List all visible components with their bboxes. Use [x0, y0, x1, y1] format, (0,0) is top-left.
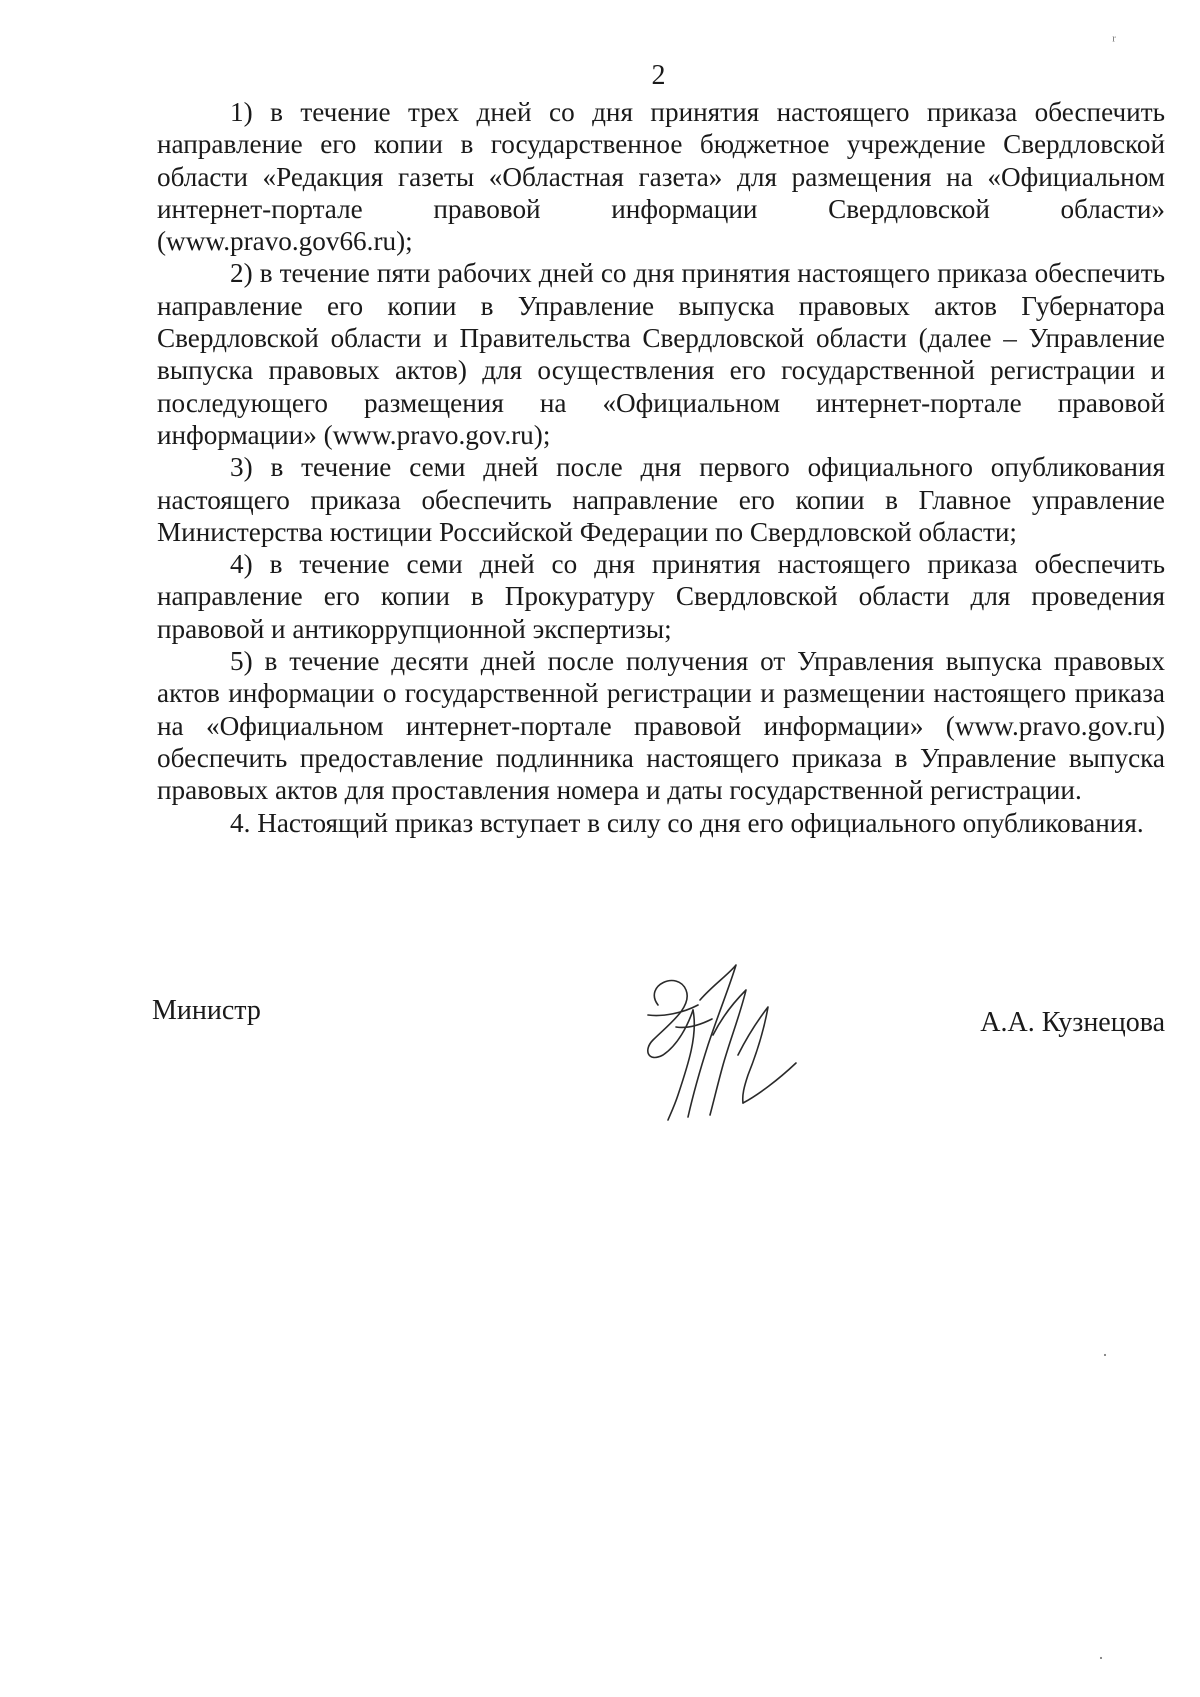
scan-mark-icon: ᵣ: [1112, 24, 1117, 44]
paragraph-effective-date: 4. Настоящий приказ вступает в силу со дня его официального опубликования.: [230, 807, 1144, 838]
signer-title: Министр: [152, 995, 261, 1026]
scan-mark-icon: ·: [1098, 1648, 1104, 1668]
document-body: [157, 96, 1165, 839]
handwritten-signature-icon: [618, 945, 798, 1125]
paragraph-item-1: 1) в течение трех дней со дня принятия настоящего приказа обеспечить направление его копии в государственное бюджетное учреждение Свердловской области «Редакция газеты «Областная газета» для размещения на «Официальном интернет-портале правовой информации Свердловской области» (www.pravo.gov66.ru);: [157, 97, 1165, 257]
paragraph-item-5: 5) в течение десяти дней после получения от Управления выпуска правовых актов информации о государственной регистрации и размещении настоящего приказа на «Официальном интернет-портале правовой информации» (www.pravo.gov.ru) обеспечить предоставление подлинника настоящего приказа в Управление выпуска правовых актов для проставления номера и даты государственной регистрации.: [157, 646, 1165, 806]
paragraph-item-2: 2) в течение пяти рабочих дней со дня принятия настоящего приказа обеспечить направление его копии в Управление выпуска правовых актов Губернатора Свердловской области и Правительства Свердловской области (далее – Управление выпуска правовых актов) для осуществления его государственной регистрации и последующего размещения на «Официальном интернет-портале правовой информации» (www.pravo.gov.ru);: [157, 258, 1165, 450]
scan-mark-icon: ·: [1102, 1345, 1108, 1365]
page-number: 2: [651, 60, 666, 91]
paragraph-item-3: 3) в течение семи дней после дня первого официального опубликования настоящего приказа обеспечить направление его копии в Главное управление Министерства юстиции Российской Федерации по Свердловской области;: [157, 452, 1165, 547]
signer-name: А.А. Кузнецова: [980, 1007, 1165, 1038]
paragraph-item-4: 4) в течение семи дней со дня принятия настоящего приказа обеспечить направление его копии в Прокуратуру Свердловской области для проведения правовой и антикоррупционной экспертизы;: [157, 549, 1165, 644]
